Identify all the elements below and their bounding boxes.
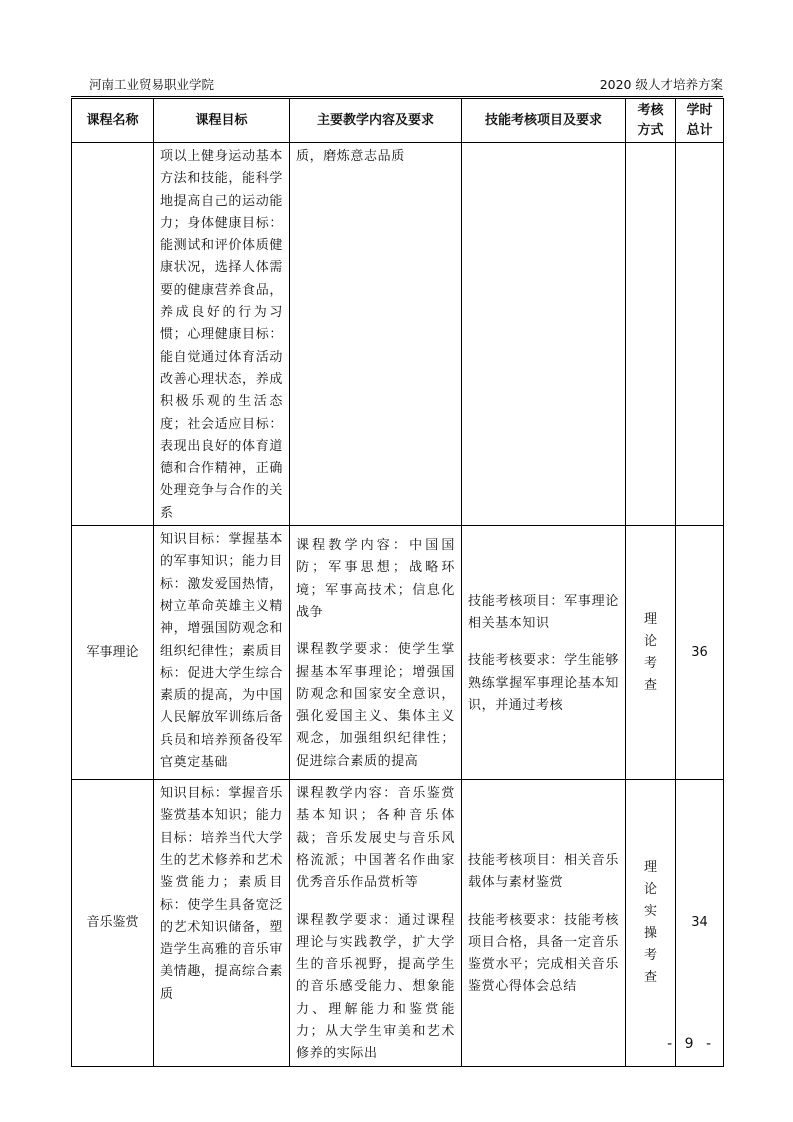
content-cell [290, 526, 462, 780]
col-header-skill-assessment: 技能考核项目及要求 [462, 99, 626, 143]
course-name-cell: 军事理论 [72, 526, 154, 780]
assessment-cell [626, 143, 676, 526]
col-header-total-hours: 学时总计 [676, 99, 724, 143]
col-header-content: 主要教学内容及要求 [290, 99, 462, 143]
hours-cell [676, 143, 724, 526]
content-text: 质，磨炼意志品质 [296, 149, 405, 164]
hours-cell: 34 [676, 780, 724, 1067]
course-goal-text: 项以上健身运动基本方法和技能，能科学地提高自己的运动能力；身体健康目标：能测试和评价体质健康状况，选择人体需要的健康营养食品，养成良好的行为习惯；心理健康目标：能自觉通过体育活动改善心理状态，养成积极乐观的生活态度；社会适应目标：表现出良好的体育道德和合作精神，正确处理竞争与合作的关系 [160, 149, 283, 521]
requirement-text: 课程教学要求：通过课程理论与实践教学，扩大学生的音乐视野，提高学生的音乐感受能力、想象能力、理解能力和鉴赏能力；从大学生审美和艺术修养的实际出 [296, 912, 455, 1062]
content-text: 课程教学内容：音乐鉴赏基本知识；各种音乐体裁；音乐发展史与音乐风格流派；中国著名作曲家优秀音乐作品赏析等 [296, 786, 455, 891]
course-goal-cell [154, 143, 290, 526]
assessment-text: 理论实操考查 [643, 859, 657, 985]
skill-item-text: 技能考核项目：相关音乐载体与素材鉴赏 [468, 852, 619, 891]
header-rule [71, 96, 723, 97]
table-row [72, 780, 724, 1067]
course-name-cell [72, 143, 154, 526]
col-header-course-name: 课程名称 [72, 99, 154, 143]
assessment-cell [626, 780, 676, 1067]
skill-cell [462, 780, 626, 1067]
content-cell [290, 780, 462, 1067]
header-school-name: 河南工业贸易职业学院 [89, 77, 215, 92]
table-header-row [72, 99, 724, 143]
hours-cell: 36 [676, 526, 724, 780]
content-text: 课程教学内容：中国国防；军事思想；战略环境；军事高技术；信息化战争 [296, 538, 455, 620]
page-number: - 9 - [667, 1036, 715, 1052]
content-cell [290, 143, 462, 526]
course-goal-text: 知识目标：掌握基本的军事知识；能力目标：激发爱国热情，树立革命英雄主义精神，增强国防观念和组织纪律性；素质目标：促进大学生综合素质的提高，为中国人民解放军训练后备兵员和培养预备役军官奠定基础 [160, 532, 283, 771]
skill-item-text: 技能考核项目：军事理论相关基本知识 [468, 593, 619, 632]
page-header [71, 76, 723, 96]
assessment-cell [626, 526, 676, 780]
skill-requirement-text: 技能考核要求：学生能够熟练掌握军事理论基本知识，并通过考核 [468, 653, 619, 713]
assessment-text: 理论考查 [643, 611, 657, 693]
skill-requirement-text: 技能考核要求：技能考核项目合格，具备一定音乐鉴赏水平；完成相关音乐鉴赏心得体会总结 [468, 912, 619, 995]
table-row [72, 143, 724, 526]
curriculum-table [71, 98, 724, 1067]
requirement-text: 课程教学要求：使学生掌握基本军事理论；增强国防观念和国家安全意识，强化爱国主义、集体主义观念，加强组织纪律性；促进综合素质的提高 [296, 642, 455, 769]
course-goal-text: 知识目标：掌握音乐鉴赏基本知识；能力目标：培养当代大学生的艺术修养和艺术鉴赏能力；素质目标：使学生具备宽泛的艺术知识储备，塑造学生高雅的音乐审美情趣，提高综合素质 [160, 786, 283, 1002]
course-name-cell: 音乐鉴赏 [72, 780, 154, 1067]
header-document-title: 2020 级人才培养方案 [599, 77, 723, 92]
skill-cell [462, 526, 626, 780]
course-goal-cell [154, 780, 290, 1067]
course-goal-cell [154, 526, 290, 780]
skill-cell [462, 143, 626, 526]
col-header-assessment-method: 考核方式 [626, 99, 676, 143]
table-row [72, 526, 724, 780]
col-header-course-goal: 课程目标 [154, 99, 290, 143]
